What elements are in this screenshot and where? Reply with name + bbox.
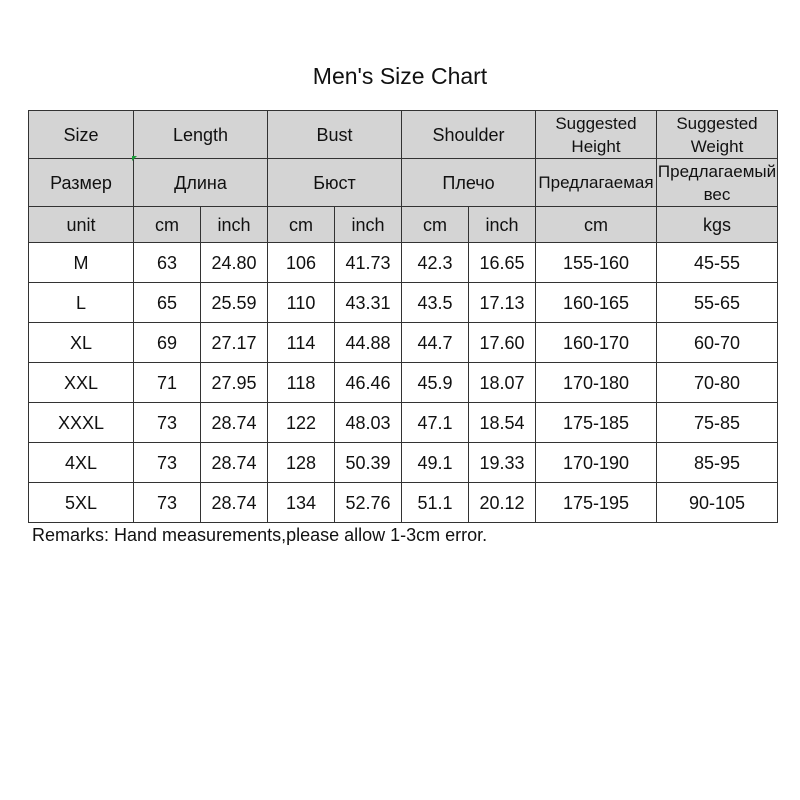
table-cell: 46.46 [335, 363, 402, 403]
unit-cell: cm [402, 207, 469, 243]
table-cell: 51.1 [402, 483, 469, 523]
table-cell: 48.03 [335, 403, 402, 443]
table-cell: 122 [268, 403, 335, 443]
table-cell: 118 [268, 363, 335, 403]
table-cell: 160-170 [536, 323, 657, 363]
remarks-note: Remarks: Hand measurements,please allow 1-3cm error. [32, 525, 488, 545]
table-cell: 175-195 [536, 483, 657, 523]
unit-cell: inch [469, 207, 536, 243]
header-bust-ru: Бюст [268, 159, 402, 207]
size-cell: 4XL [29, 443, 134, 483]
table-cell: 18.07 [469, 363, 536, 403]
table-cell: 110 [268, 283, 335, 323]
unit-cell: cm [268, 207, 335, 243]
table-cell: 28.74 [201, 443, 268, 483]
table-row [29, 443, 778, 483]
table-cell: 175-185 [536, 403, 657, 443]
table-cell: 170-190 [536, 443, 657, 483]
table-cell: 27.17 [201, 323, 268, 363]
table-cell: 69 [134, 323, 201, 363]
table-cell: 44.88 [335, 323, 402, 363]
header-weight-ru: Предлагаемый вес [657, 159, 778, 207]
table-cell: 73 [134, 403, 201, 443]
size-cell: L [29, 283, 134, 323]
table-cell: 114 [268, 323, 335, 363]
header-size: Size [29, 111, 134, 159]
table-cell: 18.54 [469, 403, 536, 443]
table-cell: 128 [268, 443, 335, 483]
unit-cell: unit [29, 207, 134, 243]
header-height-ru: Предлагаемая [536, 159, 657, 207]
table-cell: 16.65 [469, 243, 536, 283]
table-cell: 43.5 [402, 283, 469, 323]
table-cell: 134 [268, 483, 335, 523]
table-cell: 45-55 [657, 243, 778, 283]
header-size-ru: Размер [29, 159, 134, 207]
size-cell: M [29, 243, 134, 283]
table-row [29, 403, 778, 443]
table-cell: 41.73 [335, 243, 402, 283]
units-row [29, 207, 778, 243]
table-cell: 70-80 [657, 363, 778, 403]
table-cell: 44.7 [402, 323, 469, 363]
table-cell: 17.13 [469, 283, 536, 323]
header-length-ru: Длина [134, 159, 268, 207]
table-cell: 28.74 [201, 403, 268, 443]
table-cell: 19.33 [469, 443, 536, 483]
unit-cell: inch [335, 207, 402, 243]
table-cell: 85-95 [657, 443, 778, 483]
table-cell: 55-65 [657, 283, 778, 323]
table-cell: 24.80 [201, 243, 268, 283]
unit-cell: cm [134, 207, 201, 243]
table-cell: 106 [268, 243, 335, 283]
size-table [28, 110, 778, 523]
header-suggested-height: Suggested Height [536, 111, 657, 159]
table-cell: 75-85 [657, 403, 778, 443]
header-shoulder: Shoulder [402, 111, 536, 159]
table-cell: 63 [134, 243, 201, 283]
cell-corner-marker [132, 156, 137, 161]
header-shoulder-ru: Плечо [402, 159, 536, 207]
header-row-russian [29, 159, 778, 207]
unit-cell: inch [201, 207, 268, 243]
table-cell: 47.1 [402, 403, 469, 443]
table-cell: 27.95 [201, 363, 268, 403]
table-cell: 73 [134, 483, 201, 523]
header-length: Length [134, 111, 268, 159]
table-cell: 45.9 [402, 363, 469, 403]
size-cell: XL [29, 323, 134, 363]
table-cell: 155-160 [536, 243, 657, 283]
unit-cell: cm [536, 207, 657, 243]
table-cell: 49.1 [402, 443, 469, 483]
header-suggested-weight: Suggested Weight [657, 111, 778, 159]
table-cell: 20.12 [469, 483, 536, 523]
table-cell: 50.39 [335, 443, 402, 483]
header-bust: Bust [268, 111, 402, 159]
table-cell: 42.3 [402, 243, 469, 283]
table-cell: 71 [134, 363, 201, 403]
table-row [29, 363, 778, 403]
table-cell: 25.59 [201, 283, 268, 323]
table-cell: 60-70 [657, 323, 778, 363]
table-cell: 28.74 [201, 483, 268, 523]
table-cell: 65 [134, 283, 201, 323]
header-row-english [29, 111, 778, 159]
table-row [29, 283, 778, 323]
table-cell: 17.60 [469, 323, 536, 363]
unit-cell: kgs [657, 207, 778, 243]
table-cell: 43.31 [335, 283, 402, 323]
table-row [29, 243, 778, 283]
table-row [29, 483, 778, 523]
table-cell: 73 [134, 443, 201, 483]
table-cell: 90-105 [657, 483, 778, 523]
table-cell: 52.76 [335, 483, 402, 523]
size-cell: 5XL [29, 483, 134, 523]
table-cell: 160-165 [536, 283, 657, 323]
table-cell: 170-180 [536, 363, 657, 403]
chart-title: Men's Size Chart [312, 63, 488, 89]
size-cell: XXL [29, 363, 134, 403]
table-row [29, 323, 778, 363]
size-cell: XXXL [29, 403, 134, 443]
